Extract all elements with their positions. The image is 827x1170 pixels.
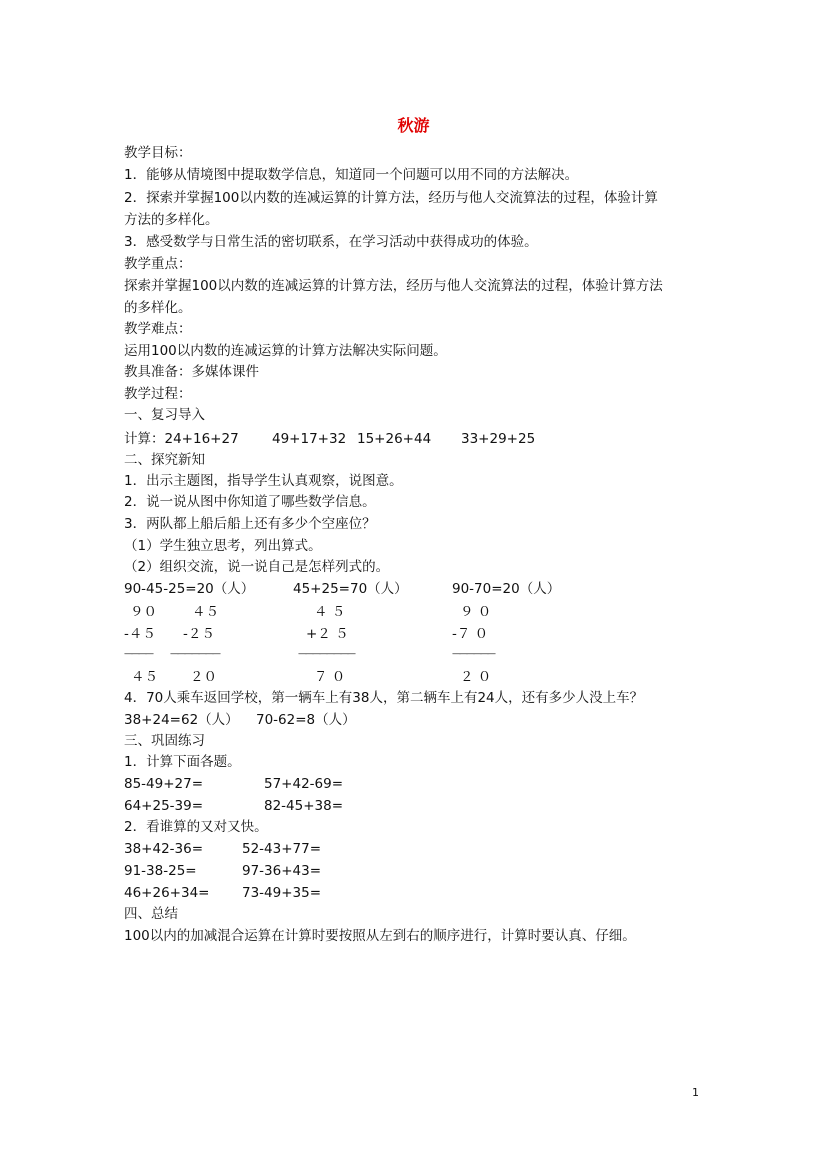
explore-step-2: 2．说一说从图中你知道了哪些数学信息。 (124, 494, 376, 510)
page-number: 1 (692, 1086, 699, 1099)
section-practice: 三、巩固练习 (124, 733, 205, 749)
review-expression-4: 33+29+25 (461, 431, 536, 447)
vertical-calc-3-top: ４ ５ (314, 604, 346, 620)
document-title: 秋游 (397, 116, 430, 135)
heading-teaching-goals: 教学目标： (124, 145, 192, 161)
difficulty-text: 运用100以内数的连减运算的计算方法解决实际问题。 (124, 343, 447, 359)
vertical-calc-2-result: ２０ (190, 669, 217, 685)
section-summary: 四、总结 (124, 906, 178, 922)
heading-process: 教学过程： (124, 386, 192, 402)
practice-2-item-1: 38+42-36= (124, 841, 204, 857)
vertical-calc-1-result: ４５ (131, 669, 158, 685)
equation-2: 45+25=70（人） (293, 581, 408, 597)
review-expression-2: 49+17+32 (272, 431, 347, 447)
practice-2-title: 2．看谁算的又对又快。 (124, 819, 268, 835)
practice-1-item-3: 64+25-39= (124, 798, 204, 814)
heading-difficulties: 教学难点： (124, 321, 192, 337)
vertical-calc-3-rule: ———————— (298, 649, 354, 659)
vertical-calc-3-operand: +２ ５ (306, 626, 349, 642)
practice-2-item-3: 91-38-25= (124, 863, 197, 879)
explore-step-4: 4．70人乘车返回学校，第一辆车上有38人，第二辆车上有24人，还有多少人没上车？ (124, 690, 644, 706)
key-point-continued: 的多样化。 (124, 300, 192, 316)
summary-text: 100以内的加减混合运算在计算时要按照从左到右的顺序进行，计算时要认真、仔细。 (124, 928, 636, 944)
goal-3: 3．感受数学与日常生活的密切联系，在学习活动中获得成功的体验。 (124, 234, 538, 250)
vertical-calc-2-operand: -２５ (183, 626, 215, 642)
vertical-calc-2-top: ４５ (192, 604, 219, 620)
practice-2-item-5: 46+26+34= (124, 885, 210, 901)
equation-3: 90-70=20（人） (452, 581, 561, 597)
vertical-calc-2-rule: ——————— (170, 649, 219, 659)
section-review: 一、复习导入 (124, 407, 205, 423)
key-point-text: 探索并掌握100以内数的连减运算的计算方法，经历与他人交流算法的过程，体验计算方法 (124, 278, 663, 294)
practice-1-title: 1．计算下面各题。 (124, 754, 241, 770)
review-expression-1: 计算：24+16+27 (124, 431, 239, 447)
goal-2-continued: 方法的多样化。 (124, 212, 219, 228)
vertical-calc-3-result: ７ ０ (314, 669, 346, 685)
vertical-calc-4-result: ２ ０ (460, 669, 492, 685)
vertical-calc-1-rule: ———— (124, 649, 152, 659)
vertical-calc-1-operand: -４５ (124, 626, 156, 642)
teaching-aids: 教具准备：多媒体课件 (124, 364, 259, 380)
explore-step-3-2: （2）组织交流，说一说自己是怎样列式的。 (124, 559, 390, 575)
review-expression-3: 15+26+44 (357, 431, 432, 447)
goal-1: 1．能够从情境图中提取数学信息，知道同一个问题可以用不同的方法解决。 (124, 167, 579, 183)
heading-key-points: 教学重点： (124, 256, 192, 272)
equation-1: 90-45-25=20（人） (124, 581, 255, 597)
practice-2-item-2: 52-43+77= (242, 841, 322, 857)
goal-2: 2．探索并掌握100以内数的连减运算的计算方法，经历与他人交流算法的过程，体验计算 (124, 190, 658, 206)
explore-step-3-1: （1）学生独立思考，列出算式。 (124, 538, 322, 554)
vertical-calc-4-operand: -７ ０ (452, 626, 489, 642)
step-4-answer-2: 70-62=8（人） (256, 712, 356, 728)
practice-1-item-4: 82-45+38= (264, 798, 344, 814)
practice-1-item-1: 85-49+27= (124, 776, 204, 792)
vertical-calc-1-top: ９０ (130, 604, 157, 620)
vertical-calc-4-top: ９ ０ (460, 604, 492, 620)
step-4-answer-1: 38+24=62（人） (124, 712, 239, 728)
explore-step-1: 1．出示主题图，指导学生认真观察，说图意。 (124, 473, 403, 489)
explore-step-3: 3．两队都上船后船上还有多少个空座位？ (124, 516, 376, 532)
practice-1-item-2: 57+42-69= (264, 776, 344, 792)
vertical-calc-4-rule: —————— (452, 649, 494, 659)
practice-2-item-6: 73-49+35= (242, 885, 322, 901)
practice-2-item-4: 97-36+43= (242, 863, 322, 879)
section-explore: 二、探究新知 (124, 452, 205, 468)
